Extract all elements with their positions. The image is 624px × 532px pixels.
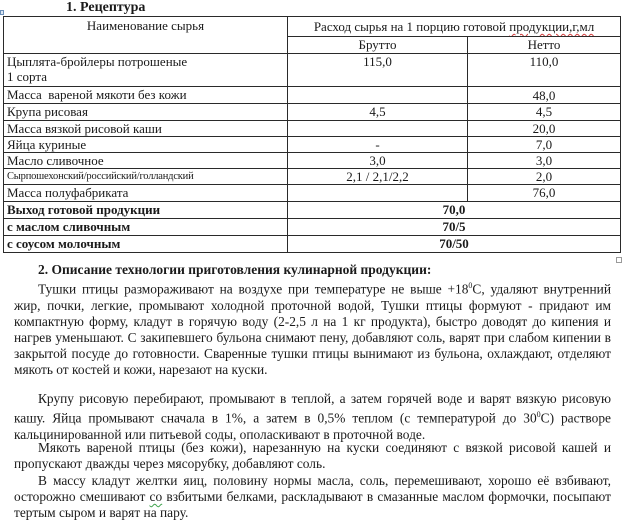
output-label: с маслом сливочным xyxy=(4,219,288,236)
header-gross: Брутто xyxy=(288,37,468,54)
ingredient-name: Масло сливочное xyxy=(4,153,288,169)
ingredient-name xyxy=(4,54,288,87)
net-value: 3,0 xyxy=(468,153,621,169)
ingredient-name: Масса вареной мякоти без кожи xyxy=(4,87,288,104)
ingredient-name-line1: Цыплята-бройлеры потрошеные xyxy=(7,54,188,69)
table-row xyxy=(4,169,621,185)
net-value: 7,0 xyxy=(468,137,621,153)
paragraph-text: С, удаляют внутренний жир, почки, легкие, промывают холодной проточной водой, Тушки птицы формуют - придают им компактную форму, кладут в горячую воду (2-2,5 л на 1 кг продукта), быстро доводят до кипения и нагрев уменьшают. С закипевшего бульона снимают пену, добавляют соль, варят при слабом кипении в закрытой посуде до готовности. Сваренные тушки птицы вынимают из бульона, охлаждают, отделяют мякоть от костей и кожи, нарезают на куски. xyxy=(14,281,611,378)
gross-value xyxy=(288,185,468,202)
header-ingredient-name-text: Наименование сырья xyxy=(86,18,205,33)
gross-value: - xyxy=(288,137,468,153)
spellcheck-flagged-word[interactable]: продукции,г,мл xyxy=(509,19,595,34)
output-row xyxy=(4,219,621,236)
output-label: Выход готовой продукции xyxy=(4,202,288,219)
net-value: 20,0 xyxy=(468,121,621,137)
net-value: 110,0 xyxy=(468,54,621,87)
paragraph-text: Тушки птицы размораживают на воздухе при температуре не выше +18 xyxy=(38,281,469,297)
table-resize-handle[interactable] xyxy=(616,257,622,263)
paragraph-steaming xyxy=(14,473,611,522)
paragraph-rice-eggs xyxy=(14,391,611,443)
header-consumption xyxy=(288,17,621,37)
ingredient-name: Яйца куриные xyxy=(4,137,288,153)
ingredient-name: Масса полуфабриката xyxy=(4,185,288,202)
paragraph-text: Крупу рисовую перебирают, промывают в теплой, а затем горячей воде и варят вязкую рисовую кашу. Яйца промывают сначала в 1%, а затем в 0,5% теплом (с температурой до 30 xyxy=(14,391,611,426)
header-consumption-text: Расход сырья на 1 порцию готовой xyxy=(313,19,510,34)
gross-value: 115,0 xyxy=(288,54,468,87)
net-value: 76,0 xyxy=(468,185,621,202)
grammar-flagged-word[interactable]: со xyxy=(149,489,163,505)
gross-value: 2,1 / 2,1/2,2 xyxy=(288,169,468,185)
gross-value: 4,5 xyxy=(288,104,468,121)
table-row xyxy=(4,104,621,121)
degree-superscript: 0 xyxy=(536,410,541,420)
section-title-technology: 2. Описание технологии приготовления кулинарной продукции: xyxy=(38,262,432,277)
table-row xyxy=(4,137,621,153)
table-header-row xyxy=(4,17,621,37)
table-row xyxy=(4,54,621,87)
recipe-table xyxy=(3,16,621,253)
ingredient-name: Масса вязкой рисовой каши xyxy=(4,121,288,137)
output-row xyxy=(4,202,621,219)
net-value: 48,0 xyxy=(468,87,621,104)
paragraph-text: взбитыми белками, раскладывают в смазанные маслом формочки, посыпают тертым сыром и варят на пару. xyxy=(14,489,611,521)
gross-value xyxy=(288,87,468,104)
paragraph-poultry-prep xyxy=(14,278,611,379)
table-row xyxy=(4,153,621,169)
section-title-recipe: 1. Рецептура xyxy=(66,0,146,15)
table-row xyxy=(4,121,621,137)
gross-value: 3,0 xyxy=(288,153,468,169)
output-row xyxy=(4,236,621,253)
table-row xyxy=(4,185,621,202)
output-value: 70/5 xyxy=(288,219,621,236)
ingredient-name: Крупа рисовая xyxy=(4,104,288,121)
paragraph-mincing: Мякоть вареной птицы (без кожи), нарезанную на куски соединяют с вязкой рисовой кашей и пропускают дважды через мясорубку, добавляют соль. xyxy=(14,440,611,472)
ingredient-name: Сырпошехонский/российский/голландский xyxy=(4,169,288,185)
header-ingredient-name xyxy=(4,17,288,54)
output-value: 70/50 xyxy=(288,236,621,253)
output-value: 70,0 xyxy=(288,202,621,219)
degree-superscript: 0 xyxy=(468,281,473,290)
table-row xyxy=(4,87,621,104)
output-label: с соусом молочным xyxy=(4,236,288,253)
table-move-handle[interactable] xyxy=(0,10,4,15)
ingredient-name-line2: 1 сорта xyxy=(7,69,47,84)
paragraph-text: В массу кладут желтки яиц, половину нормы масла, соль, перемешивают, хорошо её взбивают, осторожно смешивают xyxy=(14,473,611,505)
header-net: Нетто xyxy=(468,37,621,54)
paragraph-text: С) растворе кальцинированной или питьевой соды, ополаскивают в проточной воде. xyxy=(14,410,611,442)
net-value: 4,5 xyxy=(468,104,621,121)
net-value: 2,0 xyxy=(468,169,621,185)
gross-value xyxy=(288,121,468,137)
